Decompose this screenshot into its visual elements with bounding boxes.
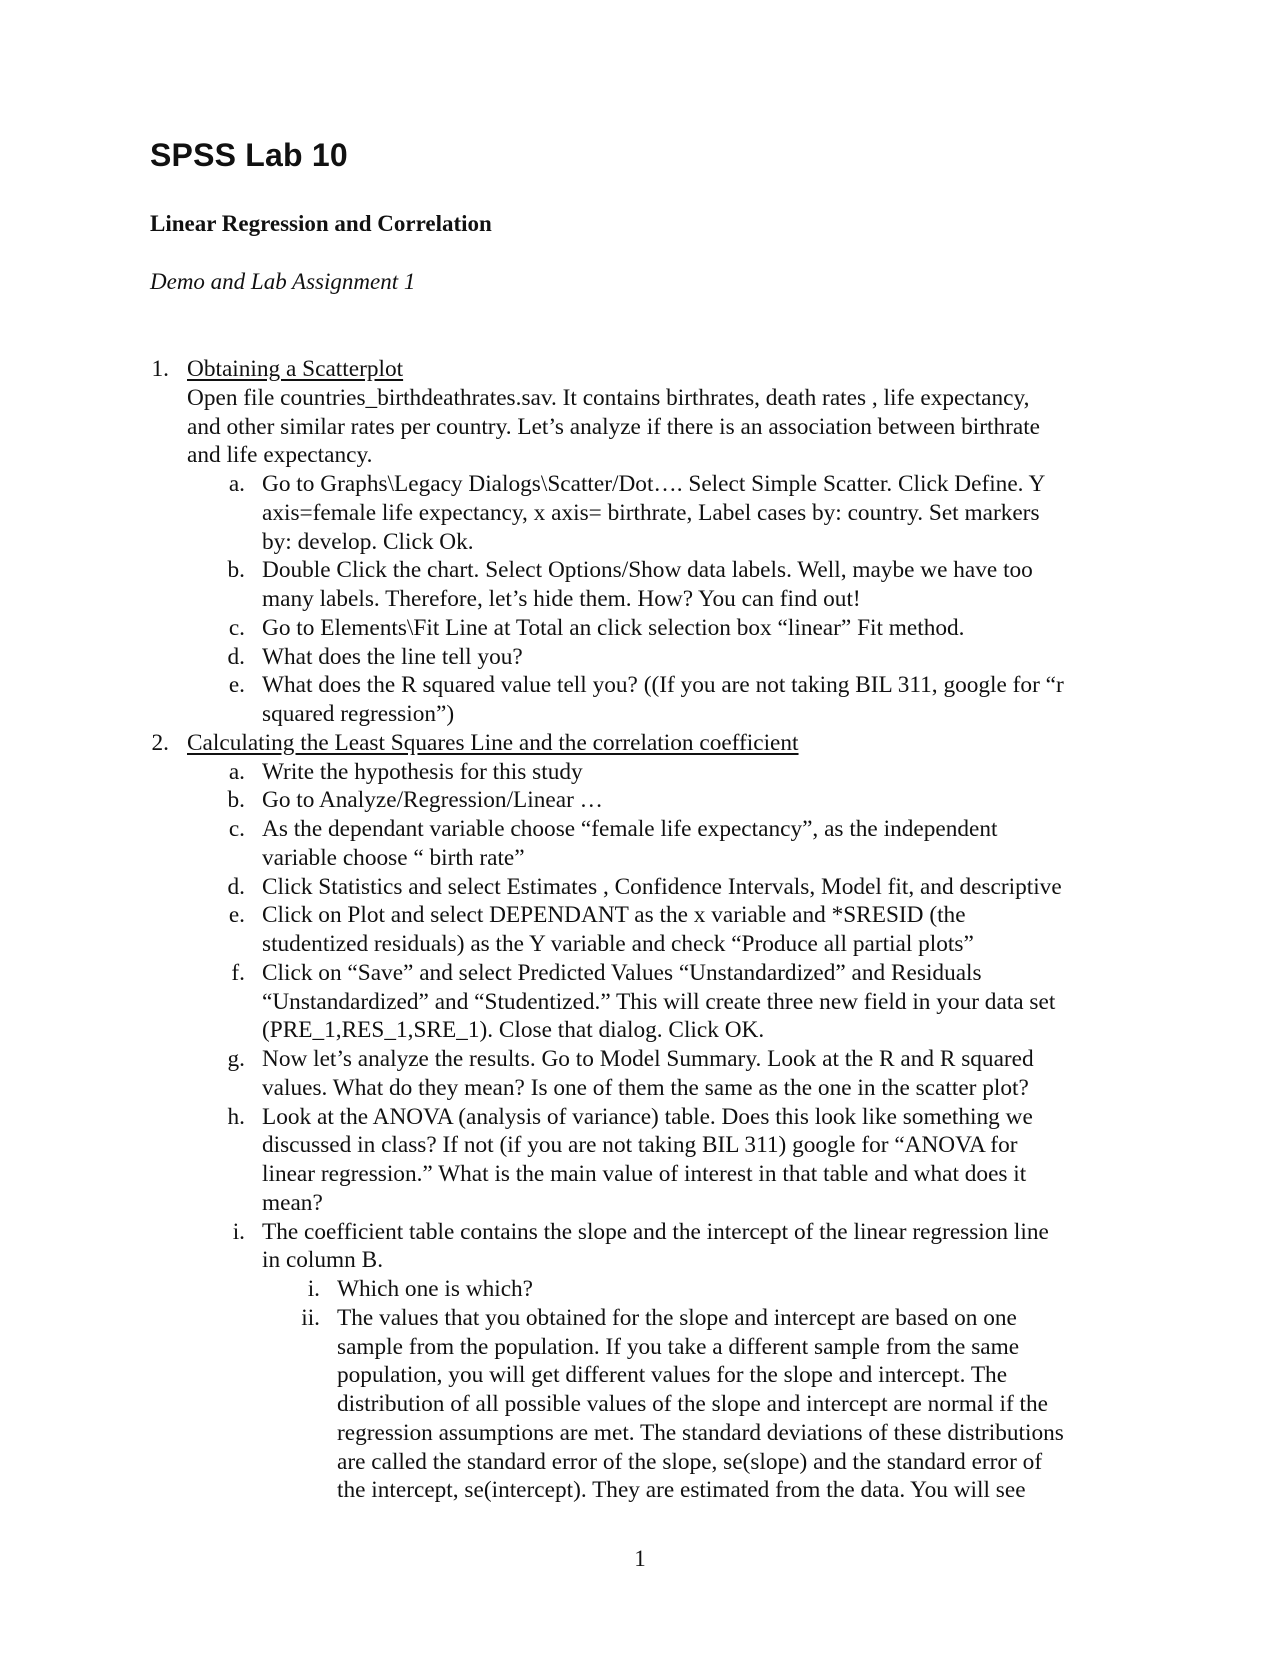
section-intro-line <box>0 413 1280 442</box>
item-text: What does the line tell you? <box>262 643 523 670</box>
subitem-text: sample from the population. If you take a different sample from the same <box>337 1333 1020 1360</box>
list-marker: b. <box>227 557 245 584</box>
list-item-line <box>0 1189 1280 1218</box>
section-heading <box>0 355 1280 384</box>
item-text: (PRE_1,RES_1,SRE_1). Close that dialog. Click OK. <box>262 1017 765 1044</box>
item-text: by: develop. Click Ok. <box>262 528 474 555</box>
intro-text: and other similar rates per country. Let’s analyze if there is an association between birthrate <box>187 413 1041 440</box>
list-item-line <box>0 470 1280 499</box>
page-number: 1 <box>634 1546 646 1571</box>
list-marker: ii. <box>301 1304 320 1331</box>
list-item-line <box>0 700 1280 729</box>
sub-list-item-line <box>0 1476 1280 1505</box>
list-marker: a. <box>228 471 245 497</box>
sub-list-item-line <box>0 1390 1280 1419</box>
list-marker: h. <box>227 1103 245 1130</box>
item-text: Go to Graphs\Legacy Dialogs\Scatter/Dot…. Select Simple Scatter. Click Define. Y <box>262 471 1046 497</box>
item-text: The coefficient table contains the slope and the intercept of the linear regression line <box>262 1218 1049 1245</box>
list-item-line <box>0 901 1280 930</box>
item-text: many labels. Therefore, let’s hide them. How? You can find out! <box>262 586 861 612</box>
sub-list-item-line <box>0 1333 1280 1362</box>
list-item-line <box>0 959 1280 988</box>
item-text: studentized residuals) as the Y variable and check “Produce all partial plots” <box>262 931 974 957</box>
list-item-line <box>0 1218 1280 1247</box>
item-text: linear regression.” What is the main value of interest in that table and what does it <box>262 1161 1027 1187</box>
item-text: Click Statistics and select Estimates , Confidence Intervals, Model fit, and descriptive <box>262 873 1062 900</box>
subitem-text: population, you will get different values for the slope and intercept. The <box>337 1362 1008 1389</box>
subitem-text: The values that you obtained for the slope and intercept are based on one <box>337 1304 1017 1331</box>
item-text: axis=female life expectancy, x axis= birthrate, Label cases by: country. Set markers <box>262 499 1040 526</box>
item-text: “Unstandardized” and “Studentized.” This will create three new field in your data set <box>262 988 1056 1015</box>
list-item-line <box>0 585 1280 614</box>
list-marker: a. <box>228 758 245 785</box>
list-item-line <box>0 844 1280 873</box>
sub-list-item-line <box>0 1304 1280 1333</box>
subitem-text: Which one is which? <box>337 1276 534 1302</box>
list-marker: c. <box>228 816 245 842</box>
item-text: mean? <box>262 1189 323 1216</box>
list-marker: e. <box>228 902 245 929</box>
list-item-line <box>0 930 1280 959</box>
item-text: Click on Plot and select DEPENDANT as the x variable and *SRESID (the <box>262 902 966 929</box>
list-item-line <box>0 1160 1280 1189</box>
subitem-text: regression assumptions are met. The standard deviations of these distributions <box>337 1419 1064 1446</box>
list-item-line <box>0 1103 1280 1132</box>
instructions-list <box>0 355 1280 1505</box>
item-text: squared regression”) <box>262 701 455 727</box>
item-text: Write the hypothesis for this study <box>262 758 583 785</box>
item-text: in column B. <box>262 1247 384 1274</box>
sub-list-item-line <box>0 1275 1280 1304</box>
assignment-label: Demo and Lab Assignment 1 <box>150 269 416 294</box>
list-item-line <box>0 1016 1280 1045</box>
intro-text: and life expectancy. <box>187 442 373 469</box>
item-text: values. What do they mean? Is one of them the same as the one in the scatter plot? <box>262 1074 1029 1101</box>
list-marker: i. <box>232 1218 245 1245</box>
item-text: As the dependant variable choose “female life expectancy”, as the independent <box>262 816 998 842</box>
section-heading-text: Calculating the Least Squares Line and the correlation coefficient <box>187 729 799 756</box>
sub-list-item-line <box>0 1361 1280 1390</box>
list-item-line <box>0 815 1280 844</box>
list-item-line <box>0 556 1280 585</box>
section-heading-text: Obtaining a Scatterplot <box>187 356 404 382</box>
item-text: Go to Analyze/Regression/Linear … <box>262 787 603 814</box>
item-text: discussed in class? If not (if you are not taking BIL 311) google for “ANOVA for <box>262 1132 1018 1159</box>
list-marker: 2. <box>151 729 169 756</box>
intro-text: Open file countries_birthdeathrates.sav. It contains birthrates, death rates , life expectancy, <box>187 384 1030 411</box>
item-text: What does the R squared value tell you? ((If you are not taking BIL 311, google for “r <box>262 672 1064 699</box>
list-item-line <box>0 1074 1280 1103</box>
list-item-line <box>0 614 1280 643</box>
document-subtitle: Linear Regression and Correlation <box>150 211 492 236</box>
sub-list-item-line <box>0 1448 1280 1477</box>
list-item-line <box>0 643 1280 672</box>
list-item-line <box>0 671 1280 700</box>
list-item-line <box>0 758 1280 787</box>
section-heading <box>0 729 1280 758</box>
item-text: Click on “Save” and select Predicted Values “Unstandardized” and Residuals <box>262 959 982 986</box>
list-item-line <box>0 786 1280 815</box>
item-text: Double Click the chart. Select Options/Show data labels. Well, maybe we have too <box>262 557 1033 584</box>
item-text: Look at the ANOVA (analysis of variance) table. Does this look like something we <box>262 1103 1033 1130</box>
subitem-text: distribution of all possible values of the slope and intercept are normal if the <box>337 1391 1049 1417</box>
list-marker: g. <box>227 1046 245 1072</box>
list-marker: b. <box>227 787 245 814</box>
page-title: SPSS Lab 10 <box>150 137 348 173</box>
subitem-text: are called the standard error of the slope, se(slope) and the standard error of <box>337 1448 1043 1475</box>
list-marker: d. <box>227 643 245 670</box>
list-marker: c. <box>228 614 245 641</box>
list-marker: i. <box>307 1276 320 1302</box>
list-marker: d. <box>227 873 245 900</box>
list-item-line <box>0 1045 1280 1074</box>
item-text: Now let’s analyze the results. Go to Model Summary. Look at the R and R squared <box>262 1046 1034 1072</box>
list-item-line <box>0 873 1280 902</box>
list-item-line <box>0 499 1280 528</box>
list-marker: f. <box>231 959 245 986</box>
list-item-line <box>0 1131 1280 1160</box>
list-marker: e. <box>228 672 245 699</box>
list-item-line <box>0 988 1280 1017</box>
section-intro-line <box>0 441 1280 470</box>
list-item-line <box>0 1246 1280 1275</box>
subitem-text: the intercept, se(intercept). They are estimated from the data. You will see <box>337 1477 1026 1504</box>
item-text: Go to Elements\Fit Line at Total an click selection box “linear” Fit method. <box>262 614 965 641</box>
list-marker: 1. <box>151 356 169 382</box>
list-item-line <box>0 528 1280 557</box>
sub-list-item-line <box>0 1419 1280 1448</box>
item-text: variable choose “ birth rate” <box>262 844 525 871</box>
section-intro-line <box>0 384 1280 413</box>
